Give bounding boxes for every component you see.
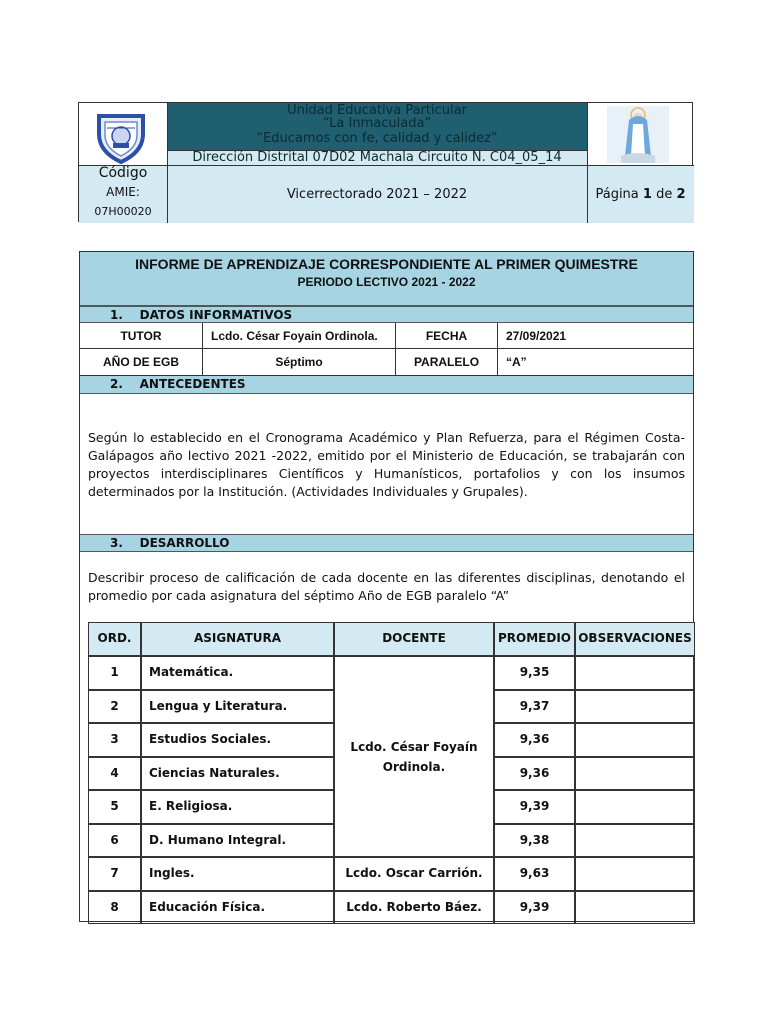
report-title: INFORME DE APRENDIZAJE CORRESPONDIENTE AL PRIMER QUIMESTRE: [135, 256, 638, 272]
school-name: Unidad Educativa Particular: [287, 103, 467, 118]
row-2-average: 9,37: [494, 690, 575, 724]
ano-value: Séptimo: [203, 349, 396, 375]
section-2-title: 2. ANTECEDENTES: [110, 377, 246, 391]
row-3-observations: [575, 723, 695, 757]
page-current: 1: [642, 186, 652, 202]
report-period: PERIODO LECTIVO 2021 - 2022: [297, 275, 476, 289]
page-mid: de: [651, 186, 677, 202]
report-form: [79, 251, 694, 922]
row-7-teacher: Lcdo. Oscar Carrión.: [334, 857, 494, 891]
report-title-band: [80, 252, 693, 306]
header-asignatura: ASIGNATURA: [141, 622, 334, 656]
school-motto: “Educamos con fe, calidad y calidez”: [256, 131, 498, 146]
row-6-subject: D. Humano Integral.: [141, 824, 334, 858]
virgin-mary-image: [607, 106, 669, 163]
row-5-subject: E. Religiosa.: [141, 790, 334, 824]
row-4-subject: Ciencias Naturales.: [141, 757, 334, 791]
school-subname: “La Inmaculada”: [322, 116, 432, 131]
section-3-title: 3. DESARROLLO: [110, 536, 230, 550]
fecha-label: FECHA: [396, 323, 498, 348]
tutor-value: Lcdo. César Foyain Ordinola.: [203, 323, 396, 348]
row-7-average: 9,63: [494, 857, 575, 891]
antecedentes-text: Según lo establecido en el Cronograma Académico y Plan Refuerza, para el Régimen Costa-Galápagos año lectivo 2021 -2022, emitido por el Ministerio de Educación, se trabajarán con proyectos interdisciplinares Científicos y Humanísticos, portafolios y con los insumos determinados por la Institución. (Actividades Individuales y Grupales).: [88, 430, 685, 499]
page-prefix: Página: [595, 186, 643, 202]
code-label: Código: [98, 165, 148, 181]
section-1-band: [80, 306, 693, 323]
merged-teacher-cell: [334, 656, 494, 857]
row-4-ord: 4: [88, 757, 141, 791]
row-5-average: 9,39: [494, 790, 575, 824]
row-1-ord: 1: [88, 656, 141, 690]
header-ord: ORD.: [88, 622, 141, 656]
row-1-average: 9,35: [494, 656, 575, 690]
row-5-ord: 5: [88, 790, 141, 824]
row-2-ord: 2: [88, 690, 141, 724]
tutor-label: TUTOR: [80, 323, 203, 348]
row-7-ord: 7: [88, 857, 141, 891]
vicerrectorado-text: Vicerrectorado 2021 – 2022: [286, 186, 468, 202]
section-1-title: 1. DATOS INFORMATIVOS: [110, 308, 293, 322]
merged-teacher-line1: Lcdo. César Foyaín: [350, 739, 478, 754]
page-indicator: [587, 165, 694, 223]
row-6-ord: 6: [88, 824, 141, 858]
desarrollo-text: Describir proceso de calificación de cada docente en las diferentes disciplinas, denotando el promedio por cada asignatura del séptimo Año de EGB paralelo “A”: [88, 570, 685, 603]
section-2-band: [80, 376, 693, 394]
row-1-observations: [575, 656, 695, 690]
row-2-observations: [575, 690, 695, 724]
row-8-ord: 8: [88, 891, 141, 925]
row-5-observations: [575, 790, 695, 824]
document-header: [78, 102, 693, 222]
row-4-average: 9,36: [494, 757, 575, 791]
row-7-subject: Ingles.: [141, 857, 334, 891]
page-total: 2: [676, 186, 686, 202]
grades-table: [88, 622, 692, 922]
tutor-row: [80, 323, 693, 349]
year-row: [80, 349, 693, 376]
amie-label: AMIE:: [106, 185, 140, 199]
row-8-teacher: Lcdo. Roberto Báez.: [334, 891, 494, 925]
row-8-observations: [575, 891, 695, 925]
row-3-ord: 3: [88, 723, 141, 757]
row-7-observations: [575, 857, 695, 891]
row-6-average: 9,38: [494, 824, 575, 858]
district-text: Dirección Distrital 07D02 Machala Circuito N. C04_05_14: [192, 150, 562, 165]
row-3-subject: Estudios Sociales.: [141, 723, 334, 757]
header-docente: DOCENTE: [334, 622, 494, 656]
merged-teacher-line2: Ordinola.: [382, 759, 446, 774]
row-2-subject: Lengua y Literatura.: [141, 690, 334, 724]
row-1-subject: Matemática.: [141, 656, 334, 690]
fecha-value: 27/09/2021: [506, 328, 567, 343]
row-8-average: 9,39: [494, 891, 575, 925]
row-8-subject: Educación Física.: [141, 891, 334, 925]
header-promedio: PROMEDIO: [494, 622, 575, 656]
row-6-observations: [575, 824, 695, 858]
paralelo-label: PARALELO: [396, 349, 498, 375]
amie-code: 07H00020: [94, 205, 152, 218]
ano-label: AÑO DE EGB: [80, 349, 203, 375]
row-3-average: 9,36: [494, 723, 575, 757]
section-3-band: [80, 534, 693, 552]
row-4-observations: [575, 757, 695, 791]
school-crest-icon: [93, 108, 149, 164]
header-observaciones: OBSERVACIONES: [575, 622, 695, 656]
paralelo-value: “A”: [506, 355, 527, 369]
